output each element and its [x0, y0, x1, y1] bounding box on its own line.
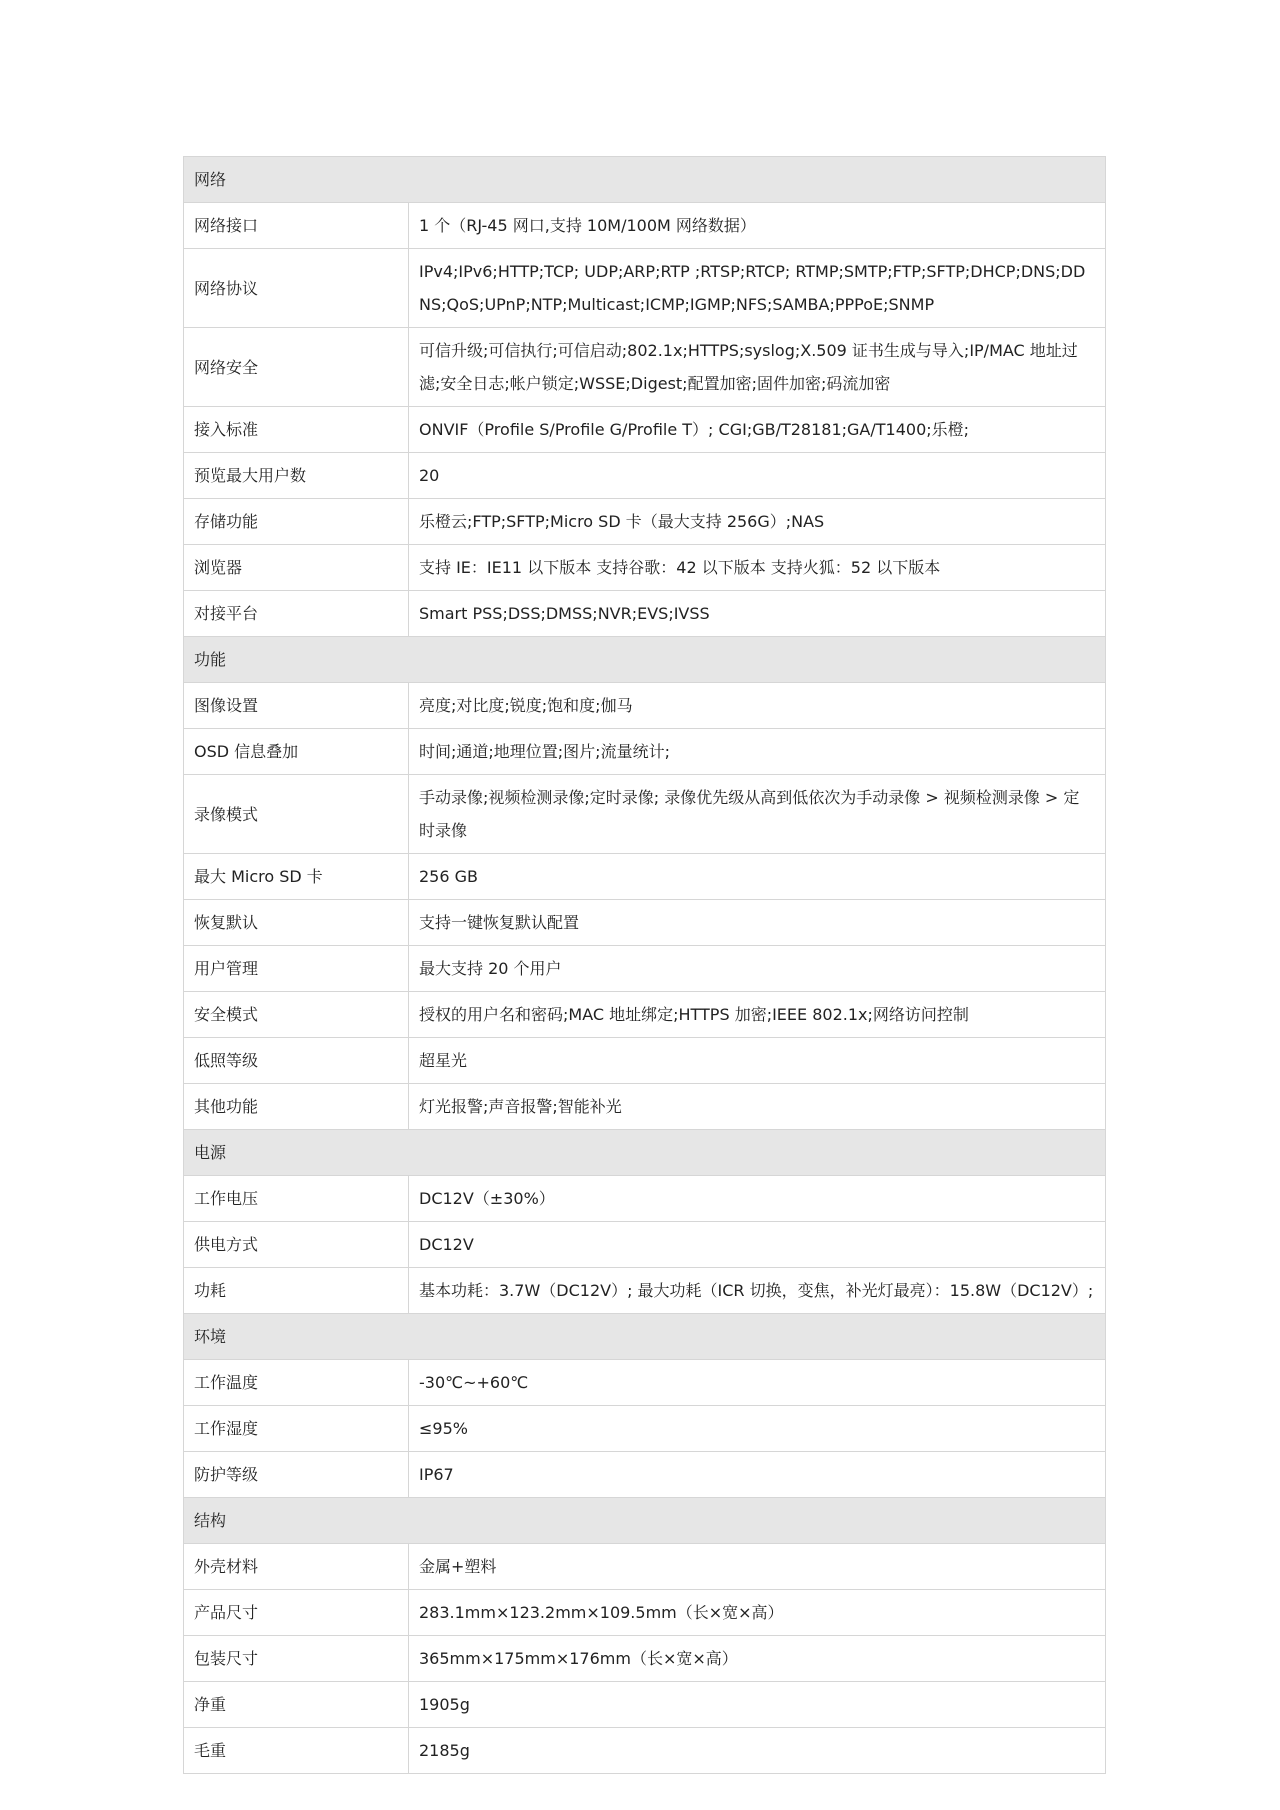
section-title: 结构 — [184, 1498, 1106, 1544]
spec-label: 接入标准 — [184, 407, 409, 453]
spec-label: 包装尺寸 — [184, 1636, 409, 1682]
table-row — [184, 499, 1106, 545]
table-row — [184, 854, 1106, 900]
spec-label: 净重 — [184, 1682, 409, 1728]
spec-label: 对接平台 — [184, 591, 409, 637]
table-row — [184, 203, 1106, 249]
table-row — [184, 591, 1106, 637]
table-row — [184, 1038, 1106, 1084]
spec-label: 工作温度 — [184, 1360, 409, 1406]
table-row — [184, 1728, 1106, 1774]
spec-label: OSD 信息叠加 — [184, 729, 409, 775]
spec-value: 256 GB — [409, 854, 1106, 900]
table-row — [184, 328, 1106, 407]
spec-label: 图像设置 — [184, 683, 409, 729]
spec-label: 存储功能 — [184, 499, 409, 545]
table-row — [184, 1084, 1106, 1130]
spec-value: 可信升级;可信执行;可信启动;802.1x;HTTPS;syslog;X.509 证书生成与导入;IP/MAC 地址过滤;安全日志;帐户锁定;WSSE;Digest;配置加密;固件加密;码流加密 — [409, 328, 1106, 407]
spec-value: 授权的用户名和密码;MAC 地址绑定;HTTPS 加密;IEEE 802.1x;网络访问控制 — [409, 992, 1106, 1038]
spec-value: ONVIF（Profile S/Profile G/Profile T）; CGI;GB/T28181;GA/T1400;乐橙; — [409, 407, 1106, 453]
spec-value: 基本功耗：3.7W（DC12V）; 最大功耗（ICR 切换，变焦，补光灯最亮）：15.8W（DC12V）; — [409, 1268, 1106, 1314]
table-row — [184, 453, 1106, 499]
spec-table-body — [184, 157, 1106, 1774]
spec-value: 手动录像;视频检测录像;定时录像; 录像优先级从高到低依次为手动录像 > 视频检测录像 > 定时录像 — [409, 775, 1106, 854]
spec-label: 安全模式 — [184, 992, 409, 1038]
section-header-row — [184, 637, 1106, 683]
spec-value: 20 — [409, 453, 1106, 499]
table-row — [184, 1590, 1106, 1636]
table-row — [184, 900, 1106, 946]
spec-value: DC12V — [409, 1222, 1106, 1268]
table-row — [184, 1360, 1106, 1406]
spec-value: 1 个（RJ-45 网口,支持 10M/100M 网络数据） — [409, 203, 1106, 249]
spec-label: 功耗 — [184, 1268, 409, 1314]
spec-value: 2185g — [409, 1728, 1106, 1774]
table-row — [184, 545, 1106, 591]
spec-label: 工作电压 — [184, 1176, 409, 1222]
spec-value: 支持 IE：IE11 以下版本 支持谷歌：42 以下版本 支持火狐：52 以下版本 — [409, 545, 1106, 591]
spec-label: 毛重 — [184, 1728, 409, 1774]
table-row — [184, 1406, 1106, 1452]
spec-label: 录像模式 — [184, 775, 409, 854]
spec-label: 最大 Micro SD 卡 — [184, 854, 409, 900]
spec-label: 产品尺寸 — [184, 1590, 409, 1636]
spec-label: 其他功能 — [184, 1084, 409, 1130]
spec-label: 恢复默认 — [184, 900, 409, 946]
spec-label: 供电方式 — [184, 1222, 409, 1268]
table-row — [184, 1222, 1106, 1268]
spec-value: -30℃~+60℃ — [409, 1360, 1106, 1406]
spec-label: 低照等级 — [184, 1038, 409, 1084]
table-row — [184, 249, 1106, 328]
spec-value: 1905g — [409, 1682, 1106, 1728]
spec-value: DC12V（±30%） — [409, 1176, 1106, 1222]
spec-label: 网络协议 — [184, 249, 409, 328]
section-header-row — [184, 1130, 1106, 1176]
table-row — [184, 729, 1106, 775]
spec-table — [183, 156, 1106, 1774]
spec-label: 外壳材料 — [184, 1544, 409, 1590]
table-row — [184, 407, 1106, 453]
section-header-row — [184, 157, 1106, 203]
spec-value: 超星光 — [409, 1038, 1106, 1084]
table-row — [184, 683, 1106, 729]
section-header-row — [184, 1498, 1106, 1544]
table-row — [184, 1544, 1106, 1590]
spec-value: 灯光报警;声音报警;智能补光 — [409, 1084, 1106, 1130]
spec-value: 最大支持 20 个用户 — [409, 946, 1106, 992]
section-header-row — [184, 1314, 1106, 1360]
spec-label: 网络安全 — [184, 328, 409, 407]
spec-label: 预览最大用户数 — [184, 453, 409, 499]
spec-label: 用户管理 — [184, 946, 409, 992]
spec-value: 支持一键恢复默认配置 — [409, 900, 1106, 946]
spec-label: 浏览器 — [184, 545, 409, 591]
spec-value: 283.1mm×123.2mm×109.5mm（长×宽×高） — [409, 1590, 1106, 1636]
spec-value: Smart PSS;DSS;DMSS;NVR;EVS;IVSS — [409, 591, 1106, 637]
table-row — [184, 1452, 1106, 1498]
spec-value: 时间;通道;地理位置;图片;流量统计; — [409, 729, 1106, 775]
section-title: 网络 — [184, 157, 1106, 203]
spec-label: 防护等级 — [184, 1452, 409, 1498]
section-title: 环境 — [184, 1314, 1106, 1360]
table-row — [184, 1268, 1106, 1314]
table-row — [184, 1682, 1106, 1728]
spec-value: IP67 — [409, 1452, 1106, 1498]
spec-value: 金属+塑料 — [409, 1544, 1106, 1590]
table-row — [184, 992, 1106, 1038]
table-row — [184, 946, 1106, 992]
section-title: 功能 — [184, 637, 1106, 683]
spec-value: 365mm×175mm×176mm（长×宽×高） — [409, 1636, 1106, 1682]
spec-value: 亮度;对比度;锐度;饱和度;伽马 — [409, 683, 1106, 729]
table-row — [184, 1636, 1106, 1682]
spec-label: 工作湿度 — [184, 1406, 409, 1452]
spec-value: IPv4;IPv6;HTTP;TCP; UDP;ARP;RTP ;RTSP;RTCP; RTMP;SMTP;FTP;SFTP;DHCP;DNS;DDNS;QoS;UPnP;NTP;Multicast;ICMP;IGMP;NFS;SAMBA;PPPoE;SNMP — [409, 249, 1106, 328]
table-row — [184, 775, 1106, 854]
spec-value: 乐橙云;FTP;SFTP;Micro SD 卡（最大支持 256G）;NAS — [409, 499, 1106, 545]
spec-label: 网络接口 — [184, 203, 409, 249]
spec-value: ≤95% — [409, 1406, 1106, 1452]
table-row — [184, 1176, 1106, 1222]
section-title: 电源 — [184, 1130, 1106, 1176]
